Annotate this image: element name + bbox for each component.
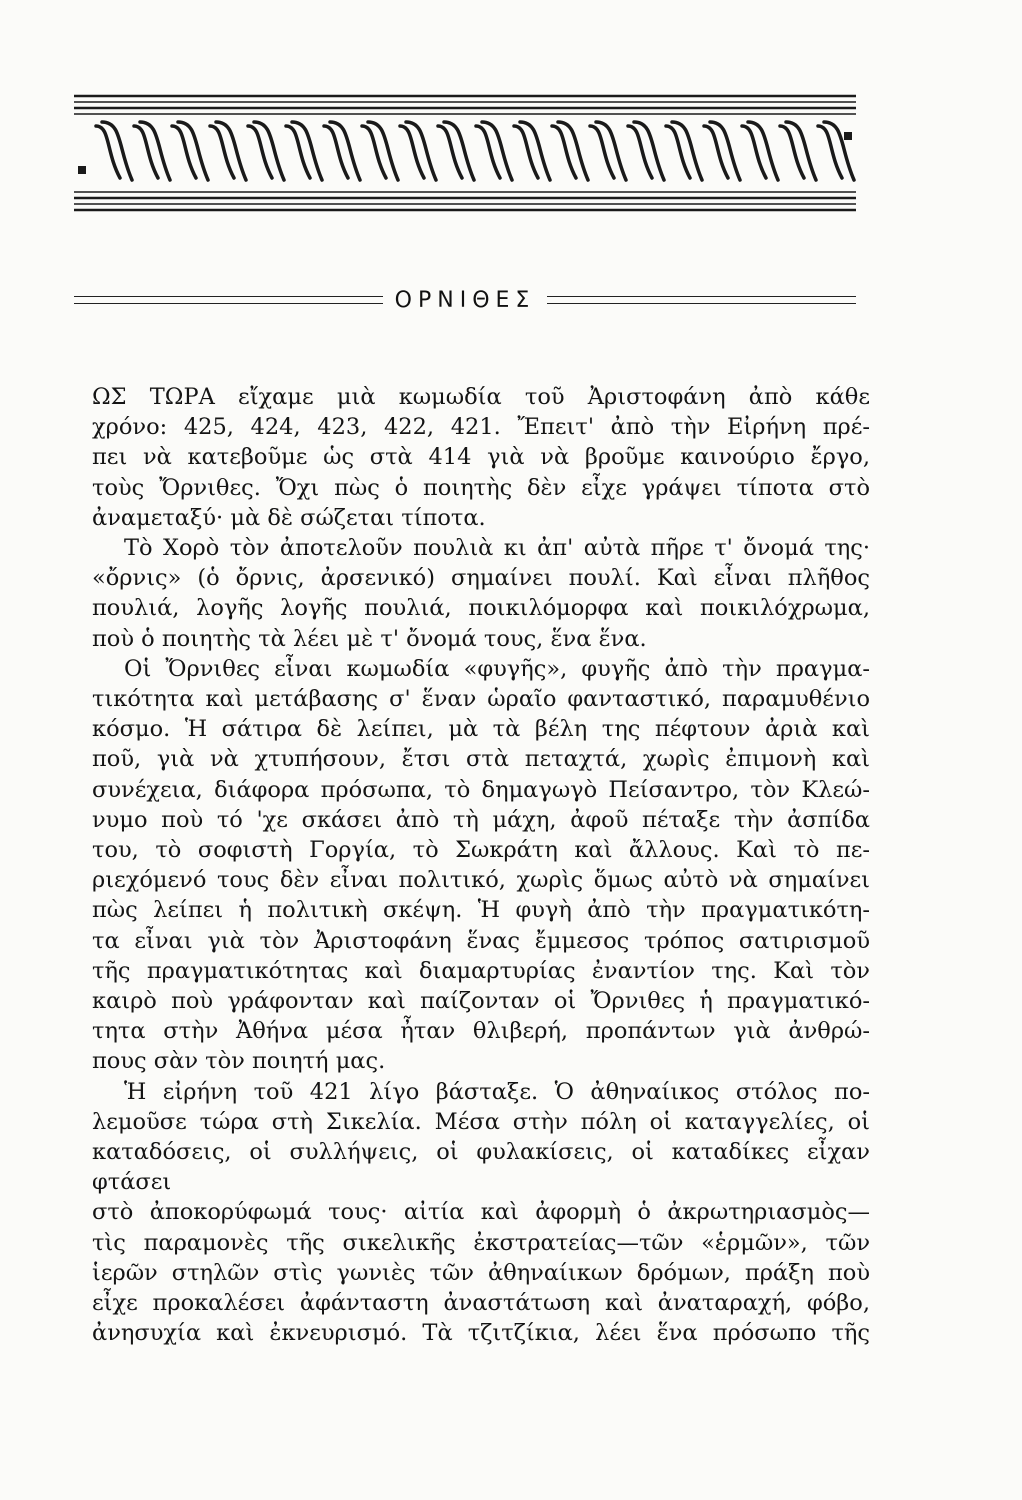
text-line: πους σὰν τὸν ποιητή μας. (92, 1048, 386, 1075)
ornament-square-right (844, 132, 852, 140)
text-line: ἀνησυχία καὶ ἐκνευρισμό. Τὰ τζιτζίκια, λέει ἕνα πρόσωπο τῆς (92, 1320, 870, 1347)
text-line: τὶς παραμονὲς τῆς σικελικῆς ἐκστρατείας—τῶν «ἑρμῶν», τῶν (92, 1229, 870, 1256)
text-line: τῆς πραγματικότητας καὶ διαμαρτυρίας ἐναντίον της. Καὶ τὸν (92, 957, 870, 984)
text-line: καιρὸ ποὺ γράφονταν καὶ παίζονταν οἱ Ὄρνιθες ἡ πραγματικό- (92, 988, 870, 1015)
text-line: πουλιά, λογῆς λογῆς πουλιά, ποικιλόμορφα καὶ ποικιλόχρωμα, (92, 595, 870, 622)
ornament-wave (742, 122, 778, 180)
ornament-wave (96, 122, 132, 180)
ornament-wave (628, 122, 664, 180)
text-line: κόσμο. Ἡ σάτιρα δὲ λείπει, μὰ τὰ βέλη της πέφτουν ἀριὰ καὶ (92, 716, 870, 743)
ornament-wave (210, 122, 246, 180)
ornament-square-left (78, 166, 86, 174)
paragraph-3 (92, 654, 870, 1077)
chapter-title-row (74, 285, 856, 315)
ornament-wave (400, 122, 436, 180)
text-line: τοὺς Ὄρνιθες. Ὄχι πὼς ὁ ποιητὴς δὲν εἶχε γράψει τίποτα στὸ (92, 474, 870, 501)
text-line: λεμοῦσε τώρα στὴ Σικελία. Μέσα στὴν πόλη οἱ καταγγελίες, οἱ (92, 1108, 870, 1135)
ornament-wave (514, 122, 550, 180)
ornament-wave (362, 122, 398, 180)
ornament-wave (248, 122, 284, 180)
decorative-header-band (74, 92, 856, 214)
ornament-wave (324, 122, 360, 180)
text-line: Οἱ Ὄρνιθες εἶναι κωμωδία «φυγῆς», φυγῆς ἀπὸ τὴν πραγμα- (124, 655, 870, 682)
ornament-wave (552, 122, 588, 180)
text-line: ποῦ, γιὰ νὰ χτυπήσουν, ἔτσι στὰ πεταχτά, χωρὶς ἐπιμονὴ καὶ (92, 746, 870, 773)
text-line: ποὺ ὁ ποιητὴς τὰ λέει μὲ τ' ὄνομά τους, ἕνα ἕνα. (92, 625, 647, 652)
text-line: στὸ ἀποκορύφωμά τους· αἰτία καὶ ἀφορμὴ ὁ ἀκρωτηριασμὸς— (92, 1199, 870, 1226)
text-line: πει νὰ κατεβοῦμε ὡς στὰ 414 γιὰ νὰ βροῦμε καινούριο ἔργο, (92, 444, 870, 471)
text-line: νυμο ποὺ τό 'χε σκάσει ἀπὸ τὴ μάχη, ἀφοῦ πέταξε τὴν ἀσπίδα (92, 806, 870, 833)
ornament-wave (172, 122, 208, 180)
paragraph-2 (92, 533, 870, 654)
title-rule-right (547, 296, 856, 304)
text-line: ἀναμεταξύ· μὰ δὲ σώζεται τίποτα. (92, 504, 486, 531)
text-line: συνέχεια, διάφορα πρόσωπα, τὸ δημαγωγὸ Πείσαντρο, τὸν Κλεώ- (92, 776, 870, 803)
text-line: ἱερῶν στηλῶν στὶς γωνιὲς τῶν ἀθηναίικων δρόμων, πράξη ποὺ (92, 1259, 870, 1286)
ornament-wave (286, 122, 322, 180)
ornament-wave (666, 122, 702, 180)
ornament-wave (704, 122, 740, 180)
text-line: ΩΣ ΤΩΡΑ εἴχαμε μιὰ κωμωδία τοῦ Ἀριστοφάνη ἀπὸ κάθε (92, 384, 870, 410)
chapter-title: ΟΡΝΙΘΕΣ (394, 287, 536, 313)
ornament-wave (438, 122, 474, 180)
ornament-wave (780, 122, 816, 180)
text-line: ριεχόμενό τους δὲν εἶναι πολιτικό, χωρὶς ὅμως αὐτὸ νὰ σημαίνει (92, 867, 870, 894)
text-line: Τὸ Χορὸ τὸν ἀποτελοῦν πουλιὰ κι ἀπ' αὐτὰ πῆρε τ' ὄνομά της· (124, 535, 870, 562)
title-rule-left (74, 296, 383, 304)
text-line: τα εἶναι γιὰ τὸν Ἀριστοφάνη ἕνας ἔμμεσος τρόπος σατιρισμοῦ (92, 927, 870, 954)
text-line: Ἡ εἰρήνη τοῦ 421 λίγο βάσταξε. Ὁ ἀθηναίικος στόλος πο- (124, 1078, 870, 1105)
ornament-wave (476, 122, 512, 180)
paragraph-1 (92, 382, 870, 533)
text-line: χρόνο: 425, 424, 423, 422, 421. Ἔπειτ' ἀπὸ τὴν Εἰρήνη πρέ- (92, 414, 870, 441)
text-line: «ὄρνις» (ὁ ὄρνις, ἀρσενικό) σημαίνει πουλί. Καὶ εἶναι πλῆθος (92, 565, 870, 592)
text-line: τητα στὴν Ἀθήνα μέσα ἦταν θλιβερή, προπάντων γιὰ ἀνθρώ- (92, 1018, 870, 1045)
ornament-wave (134, 122, 170, 180)
paragraph-4 (92, 1077, 870, 1349)
ornament-wave (590, 122, 626, 180)
ornament-wave (818, 122, 854, 180)
text-line: του, τὸ σοφιστὴ Γοργία, τὸ Σωκράτη καὶ ἄλλους. Καὶ τὸ πε- (92, 837, 870, 864)
body-text (92, 382, 870, 1349)
text-line: εἶχε προκαλέσει ἀφάνταστη ἀναστάτωση καὶ ἀναταραχή, φόβο, (92, 1290, 870, 1317)
text-line: καταδόσεις, οἱ συλλήψεις, οἱ φυλακίσεις, οἱ καταδίκες εἶχαν φτάσει (92, 1139, 870, 1196)
text-line: πὼς λείπει ἡ πολιτικὴ σκέψη. Ἡ φυγὴ ἀπὸ τὴν πραγματικότη- (92, 897, 870, 924)
text-line: τικότητα καὶ μετάβασης σ' ἕναν ὡραῖο φανταστικό, παραμυθένιο (92, 686, 870, 713)
